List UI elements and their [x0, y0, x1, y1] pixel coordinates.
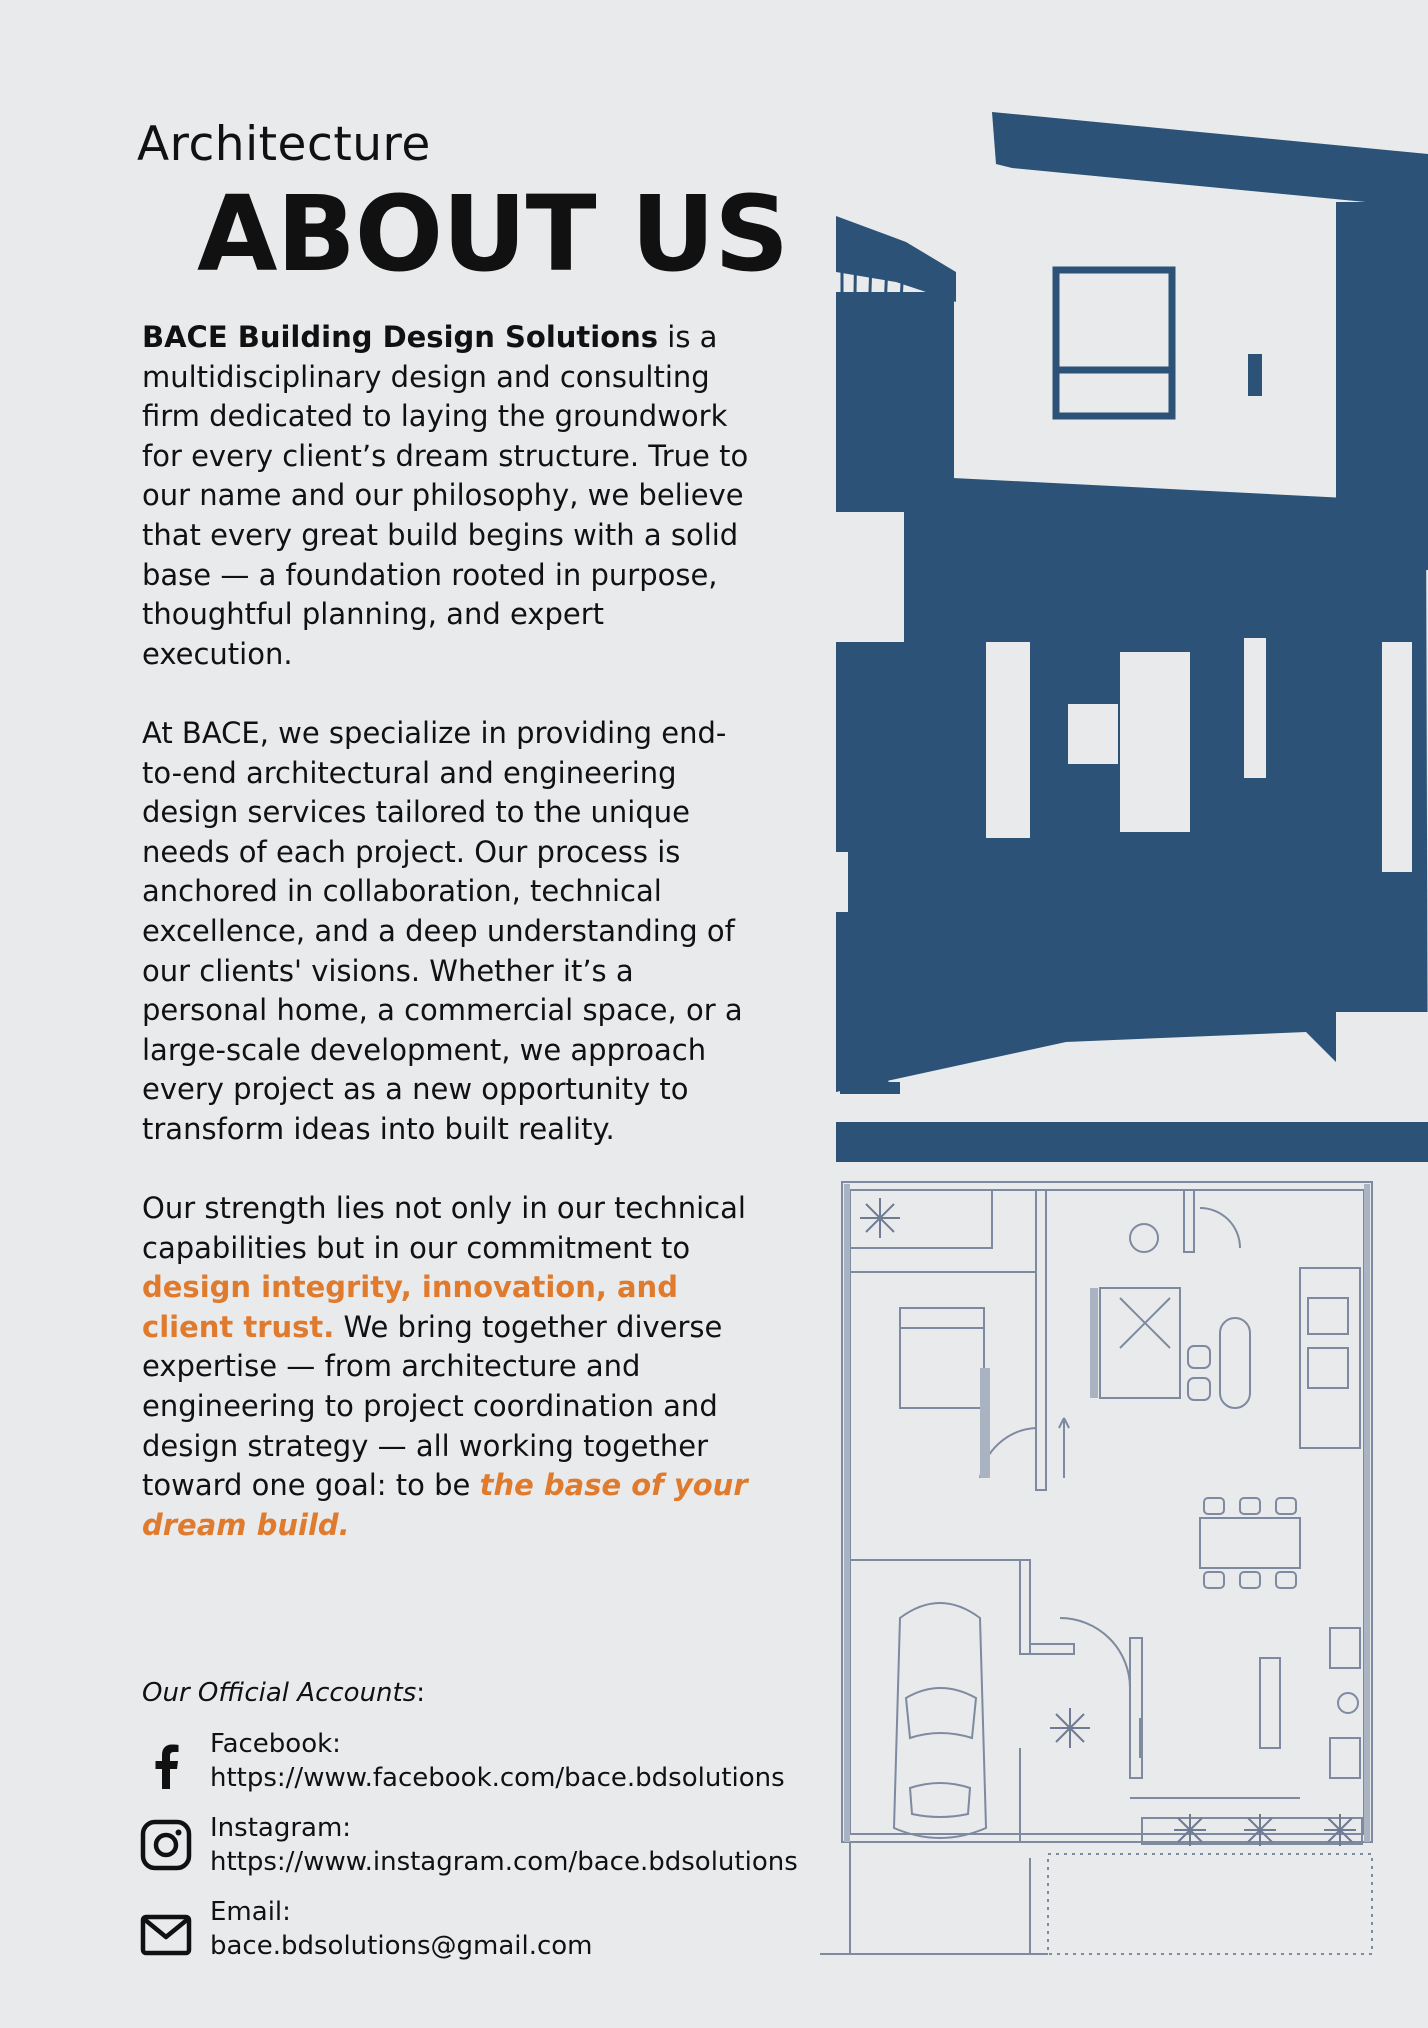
paragraph-3: [142, 1189, 762, 1545]
accounts-title: [142, 1678, 425, 1708]
highlight-tagline: the base of your dream build.: [142, 1468, 748, 1542]
floor-plan-illustration: [800, 1178, 1400, 1958]
about-body: [142, 318, 762, 1585]
instagram-text: [210, 1811, 798, 1879]
instagram-link[interactable]: https://www.instagram.com/bace.bdsolutions: [210, 1847, 798, 1877]
accounts-title-text: Our Official Accounts: [142, 1678, 417, 1708]
accounts-title-colon: :: [416, 1678, 426, 1708]
kicker-text: Architecture: [137, 117, 431, 172]
facebook-text: [210, 1727, 785, 1795]
facebook-link[interactable]: https://www.facebook.com/bace.bdsolutions: [210, 1763, 785, 1793]
page-title: ABOUT US: [197, 173, 789, 295]
email-text: [210, 1895, 593, 1963]
instagram-icon: [140, 1819, 192, 1871]
paragraph-3-pre: Our strength lies not only in our technical capabilities but in our commitment to: [142, 1191, 746, 1265]
company-name: BACE Building Design Solutions: [142, 320, 659, 354]
paragraph-1-text: is a multidisciplinary design and consulting firm dedicated to laying the groundwork for every client’s dream structure. True to our name and our philosophy, we believe that every great build begins with a solid base — a foundation rooted in purpose, thoughtful planning, and expert execution.: [142, 320, 749, 671]
email-label: Email:: [210, 1897, 291, 1927]
facebook-icon: [140, 1739, 192, 1791]
facebook-label: Facebook:: [210, 1729, 341, 1759]
highlight-values: design integrity, innovation, and client trust.: [142, 1270, 678, 1344]
mail-icon: [140, 1909, 192, 1961]
house-photo-illustration: [836, 112, 1428, 1162]
email-address[interactable]: bace.bdsolutions@gmail.com: [210, 1931, 593, 1961]
paragraph-1: [142, 318, 762, 674]
instagram-label: Instagram:: [210, 1813, 352, 1843]
paragraph-2: At BACE, we specialize in providing end-to-end architectural and engineering design services tailored to the unique needs of each project. Our process is anchored in collaboration, technical excellence, and a deep understanding of our clients' visions. Whether it’s a personal home, a commercial space, or a large-scale development, we approach every project as a new opportunity to transform ideas into built reality.: [142, 715, 743, 1146]
paragraph-3-mid: We bring together diverse expertise — from architecture and engineering to project coordination and design strategy — all working together toward one goal: to be: [142, 1309, 723, 1503]
